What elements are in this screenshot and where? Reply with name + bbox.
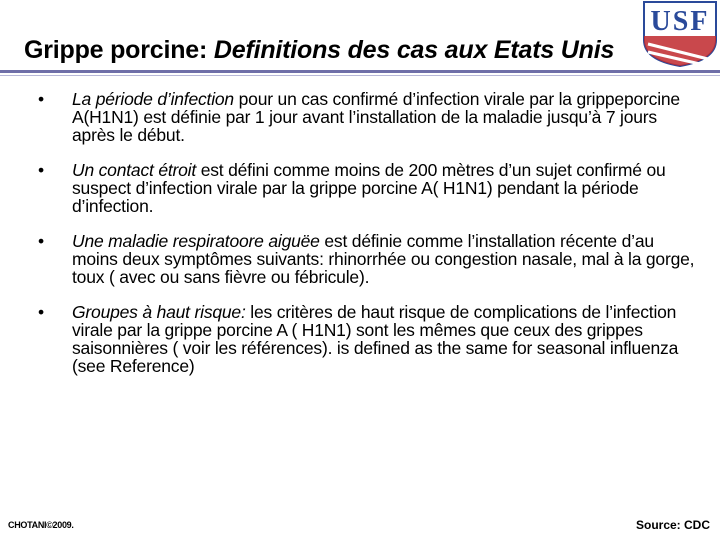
slide-title: [24, 36, 614, 65]
source-footer: Source: CDC: [635, 518, 710, 532]
bullet-text: est définie comme l’installation récente d’au moins deux symptômes suivants: rhinorrhée ou congestion nasale, mal à la gorge, toux ( avec ou sans fièvre ou fébricule).: [72, 231, 695, 287]
logo-lettering: USF: [650, 6, 710, 37]
bullet-lead: Groupes à haut risque:: [72, 302, 246, 322]
bullet-item: [38, 303, 698, 375]
university-logo: [640, 0, 720, 68]
bullet-text: les critères de haut risque de complications de l’infection virale par la grippe porcine A ( H1N1) sont les mêmes que ceux des grippes saisonnières ( voir les références). is defined as the same for seasonal influenza (see Reference): [72, 302, 679, 376]
bullet-marker: •: [38, 302, 44, 322]
bullet-lead: Une maladie respiratoore aiguëe: [72, 231, 320, 251]
bullet-list: [38, 90, 698, 392]
bullet-text: pour un cas confirmé d’infection virale par la grippeporcine A(H1N1) est définie par 1 jour avant l’installation de la maladie jusqu’à 7 jours après le début.: [72, 89, 680, 145]
copyright-footer: CHOTANI©2009.: [8, 520, 74, 530]
title-divider-thin: [0, 75, 720, 76]
title-divider: [0, 70, 720, 73]
bullet-item: [38, 90, 698, 144]
bullet-lead: La période d’infection: [72, 89, 234, 109]
bullet-marker: •: [38, 89, 44, 109]
bullet-text: est défini comme moins de 200 mètres d’un sujet confirmé ou suspect d’infection virale par la grippe porcine A( H1N1) pendant la période d’infection.: [72, 160, 666, 216]
bullet-lead: Un contact étroit: [72, 160, 197, 180]
bullet-item: [38, 161, 698, 215]
title-plain: Grippe porcine:: [24, 36, 214, 64]
bullet-marker: •: [38, 160, 44, 180]
bullet-marker: •: [38, 231, 44, 251]
title-italic: Definitions des cas aux Etats Unis: [213, 36, 615, 64]
bullet-item: [38, 232, 698, 286]
